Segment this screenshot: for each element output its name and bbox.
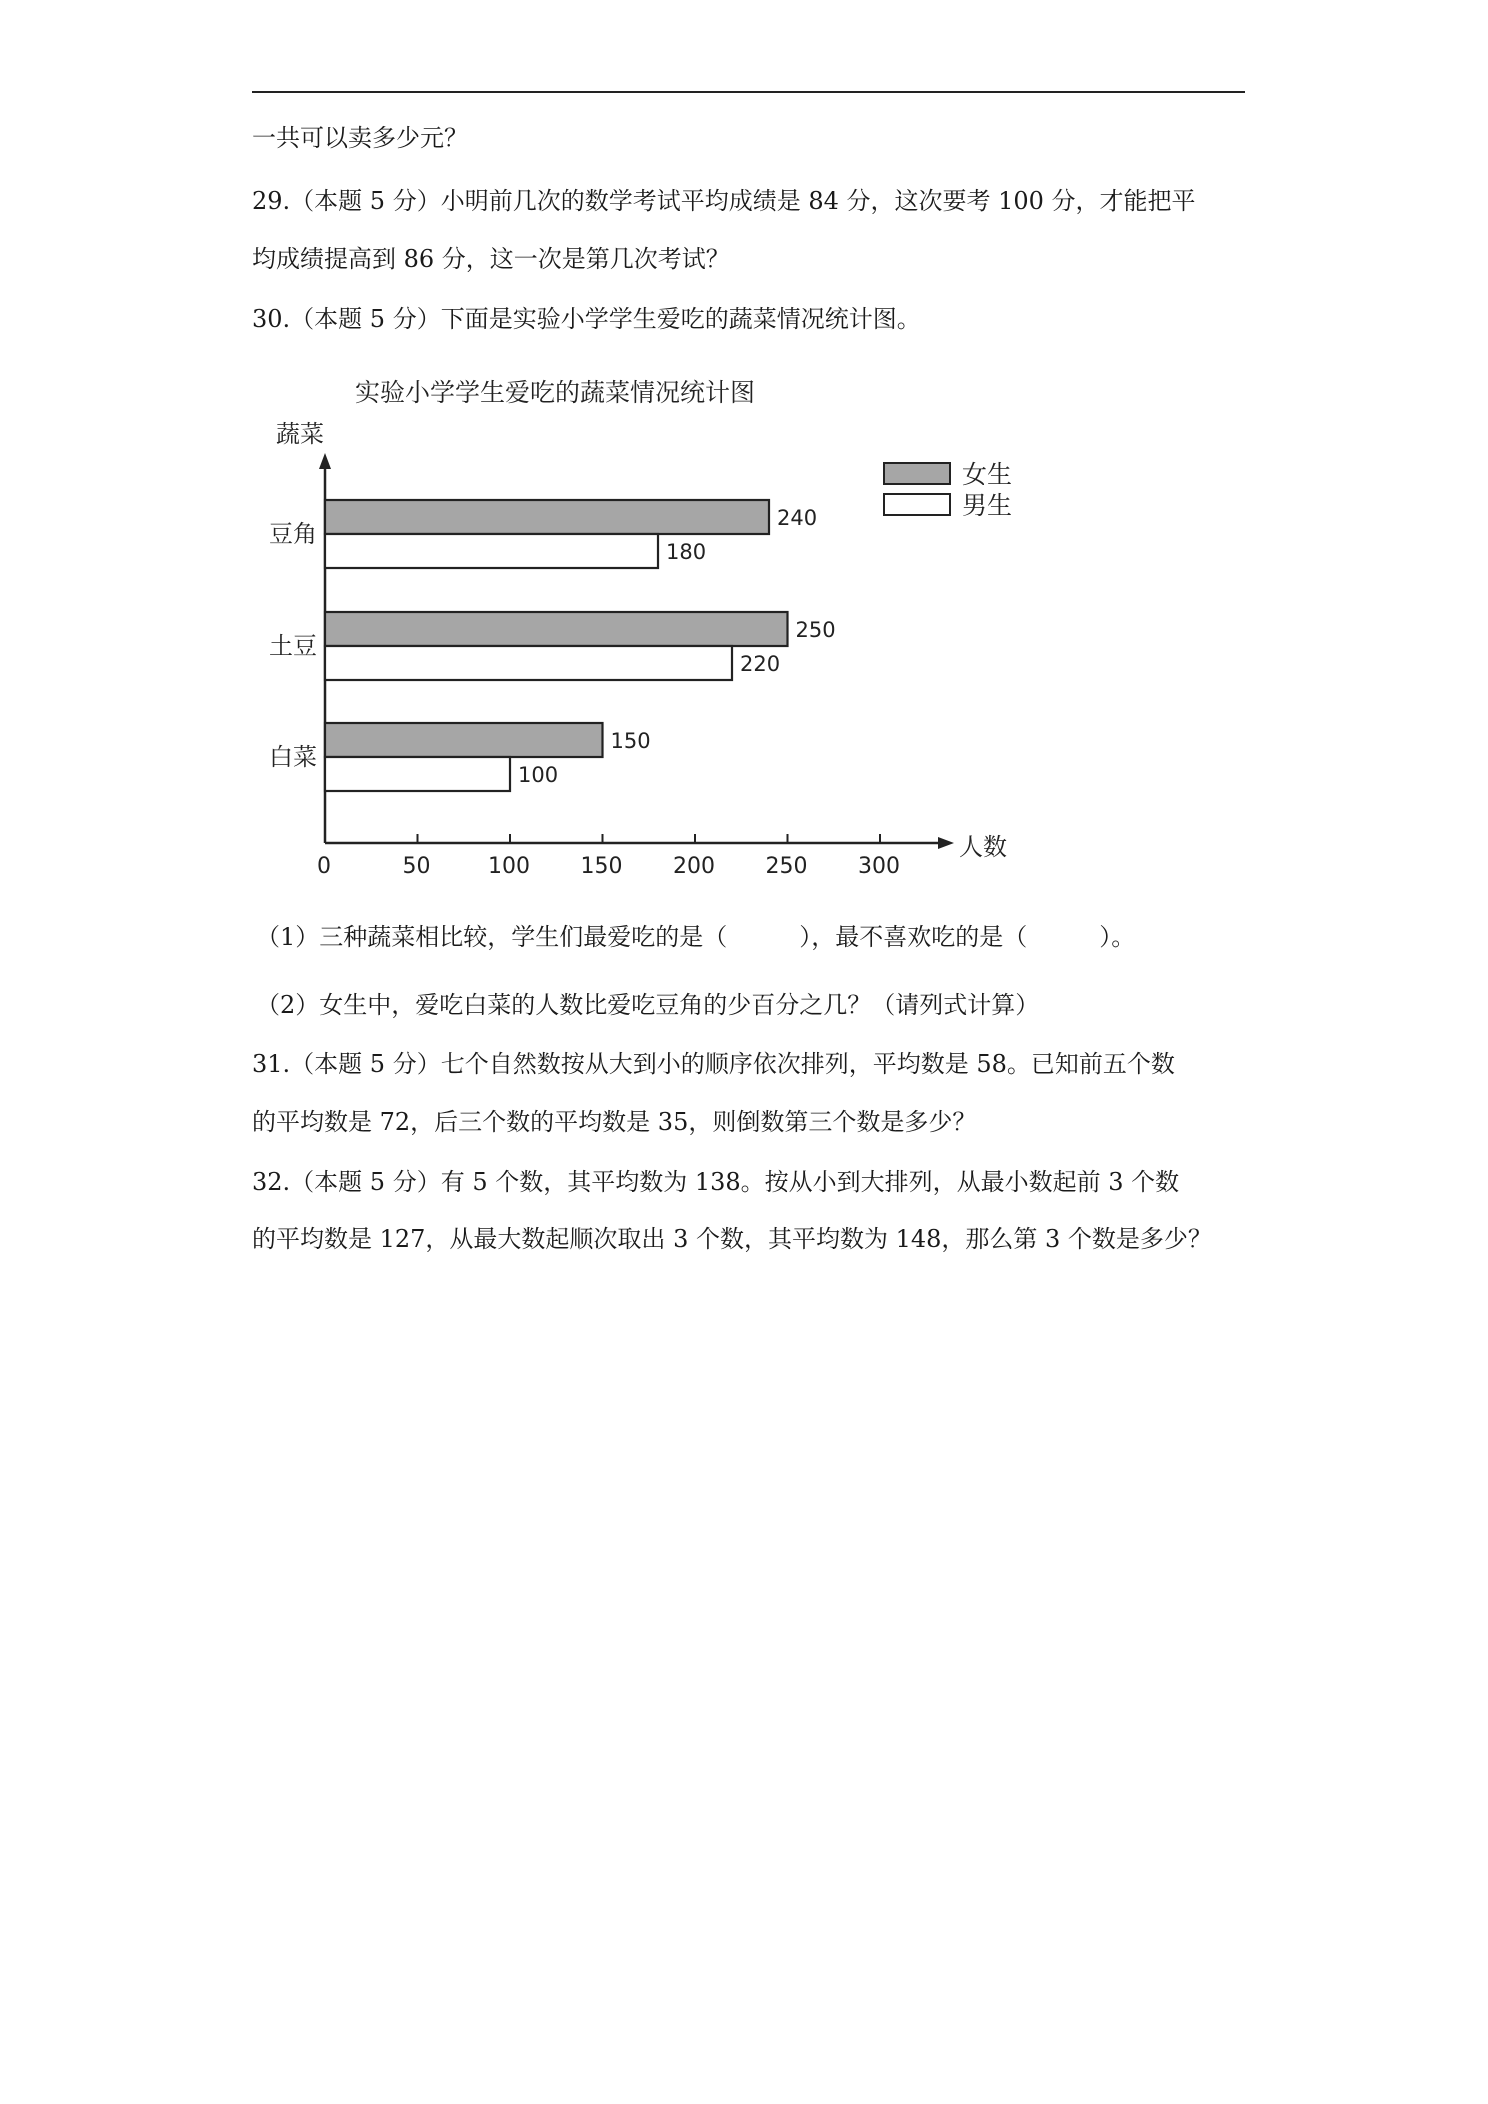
bar bbox=[325, 646, 732, 680]
question-30-intro: 30.（本题 5 分）下面是实验小学学生爱吃的蔬菜情况统计图。 bbox=[252, 305, 921, 333]
bar-value-label: 180 bbox=[666, 540, 707, 564]
legend-swatch bbox=[884, 494, 950, 515]
text-line-prev-question-end: 一共可以卖多少元？ bbox=[252, 124, 468, 152]
legend-label: 男生 bbox=[962, 491, 1013, 520]
vegetable-bar-chart bbox=[250, 365, 1030, 885]
x-tick-label: 0 bbox=[317, 854, 331, 879]
y-axis-arrow bbox=[319, 453, 331, 469]
x-axis-arrow bbox=[938, 837, 954, 849]
bar bbox=[325, 612, 788, 646]
question-32-line-1: 32.（本题 5 分）有 5 个数，其平均数为 138。按从小到大排列，从最小数起前 3 个数 bbox=[252, 1168, 1180, 1196]
bar-value-label: 100 bbox=[518, 763, 559, 787]
x-axis-label: 人数 bbox=[959, 833, 1007, 861]
sub-question-2: （2）女生中，爱吃白菜的人数比爱吃豆角的少百分之几？（请列式计算） bbox=[256, 991, 1040, 1019]
x-tick-label: 50 bbox=[402, 854, 431, 879]
x-tick-label: 100 bbox=[488, 854, 530, 879]
x-tick-label: 150 bbox=[580, 854, 623, 879]
question-31-line-1: 31.（本题 5 分）七个自然数按从大到小的顺序依次排列，平均数是 58。已知前五个数 bbox=[252, 1050, 1175, 1078]
bar-value-label: 240 bbox=[777, 506, 818, 530]
x-tick-label: 300 bbox=[858, 854, 900, 879]
bar bbox=[325, 723, 603, 757]
question-31-line-2: 的平均数是 72，后三个数的平均数是 35，则倒数第三个数是多少？ bbox=[252, 1108, 977, 1136]
sub-question-1: （1）三种蔬菜相比较，学生们最爱吃的是（ ），最不喜欢吃的是（ ）。 bbox=[256, 923, 1136, 951]
question-29-line-2: 均成绩提高到 86 分，这一次是第几次考试？ bbox=[252, 245, 730, 273]
bar-value-label: 220 bbox=[740, 652, 781, 676]
chart-plot-area bbox=[269, 500, 900, 879]
legend-swatch bbox=[884, 463, 950, 484]
question-32-line-2: 的平均数是 127，从最大数起顺次取出 3 个数，其平均数为 148，那么第 3 个数是多少？ bbox=[252, 1225, 1212, 1253]
bar-value-label: 250 bbox=[795, 618, 836, 642]
category-label: 土豆 bbox=[269, 632, 317, 660]
chart-title: 实验小学学生爱吃的蔬菜情况统计图 bbox=[354, 378, 756, 407]
y-axis-label: 蔬菜 bbox=[276, 420, 324, 448]
question-29-line-1: 29.（本题 5 分）小明前几次的数学考试平均成绩是 84 分，这次要考 100 分，才能把平 bbox=[252, 187, 1196, 215]
category-label: 豆角 bbox=[269, 520, 317, 548]
x-tick-label: 200 bbox=[673, 854, 715, 879]
legend-label: 女生 bbox=[962, 460, 1013, 489]
bar bbox=[325, 500, 769, 534]
chart-legend bbox=[884, 460, 1012, 520]
header-rule bbox=[252, 91, 1245, 93]
bar bbox=[325, 757, 510, 791]
bar-value-label: 150 bbox=[610, 729, 651, 753]
category-label: 白菜 bbox=[269, 743, 317, 771]
x-tick-label: 250 bbox=[765, 854, 808, 879]
bar bbox=[325, 534, 658, 568]
